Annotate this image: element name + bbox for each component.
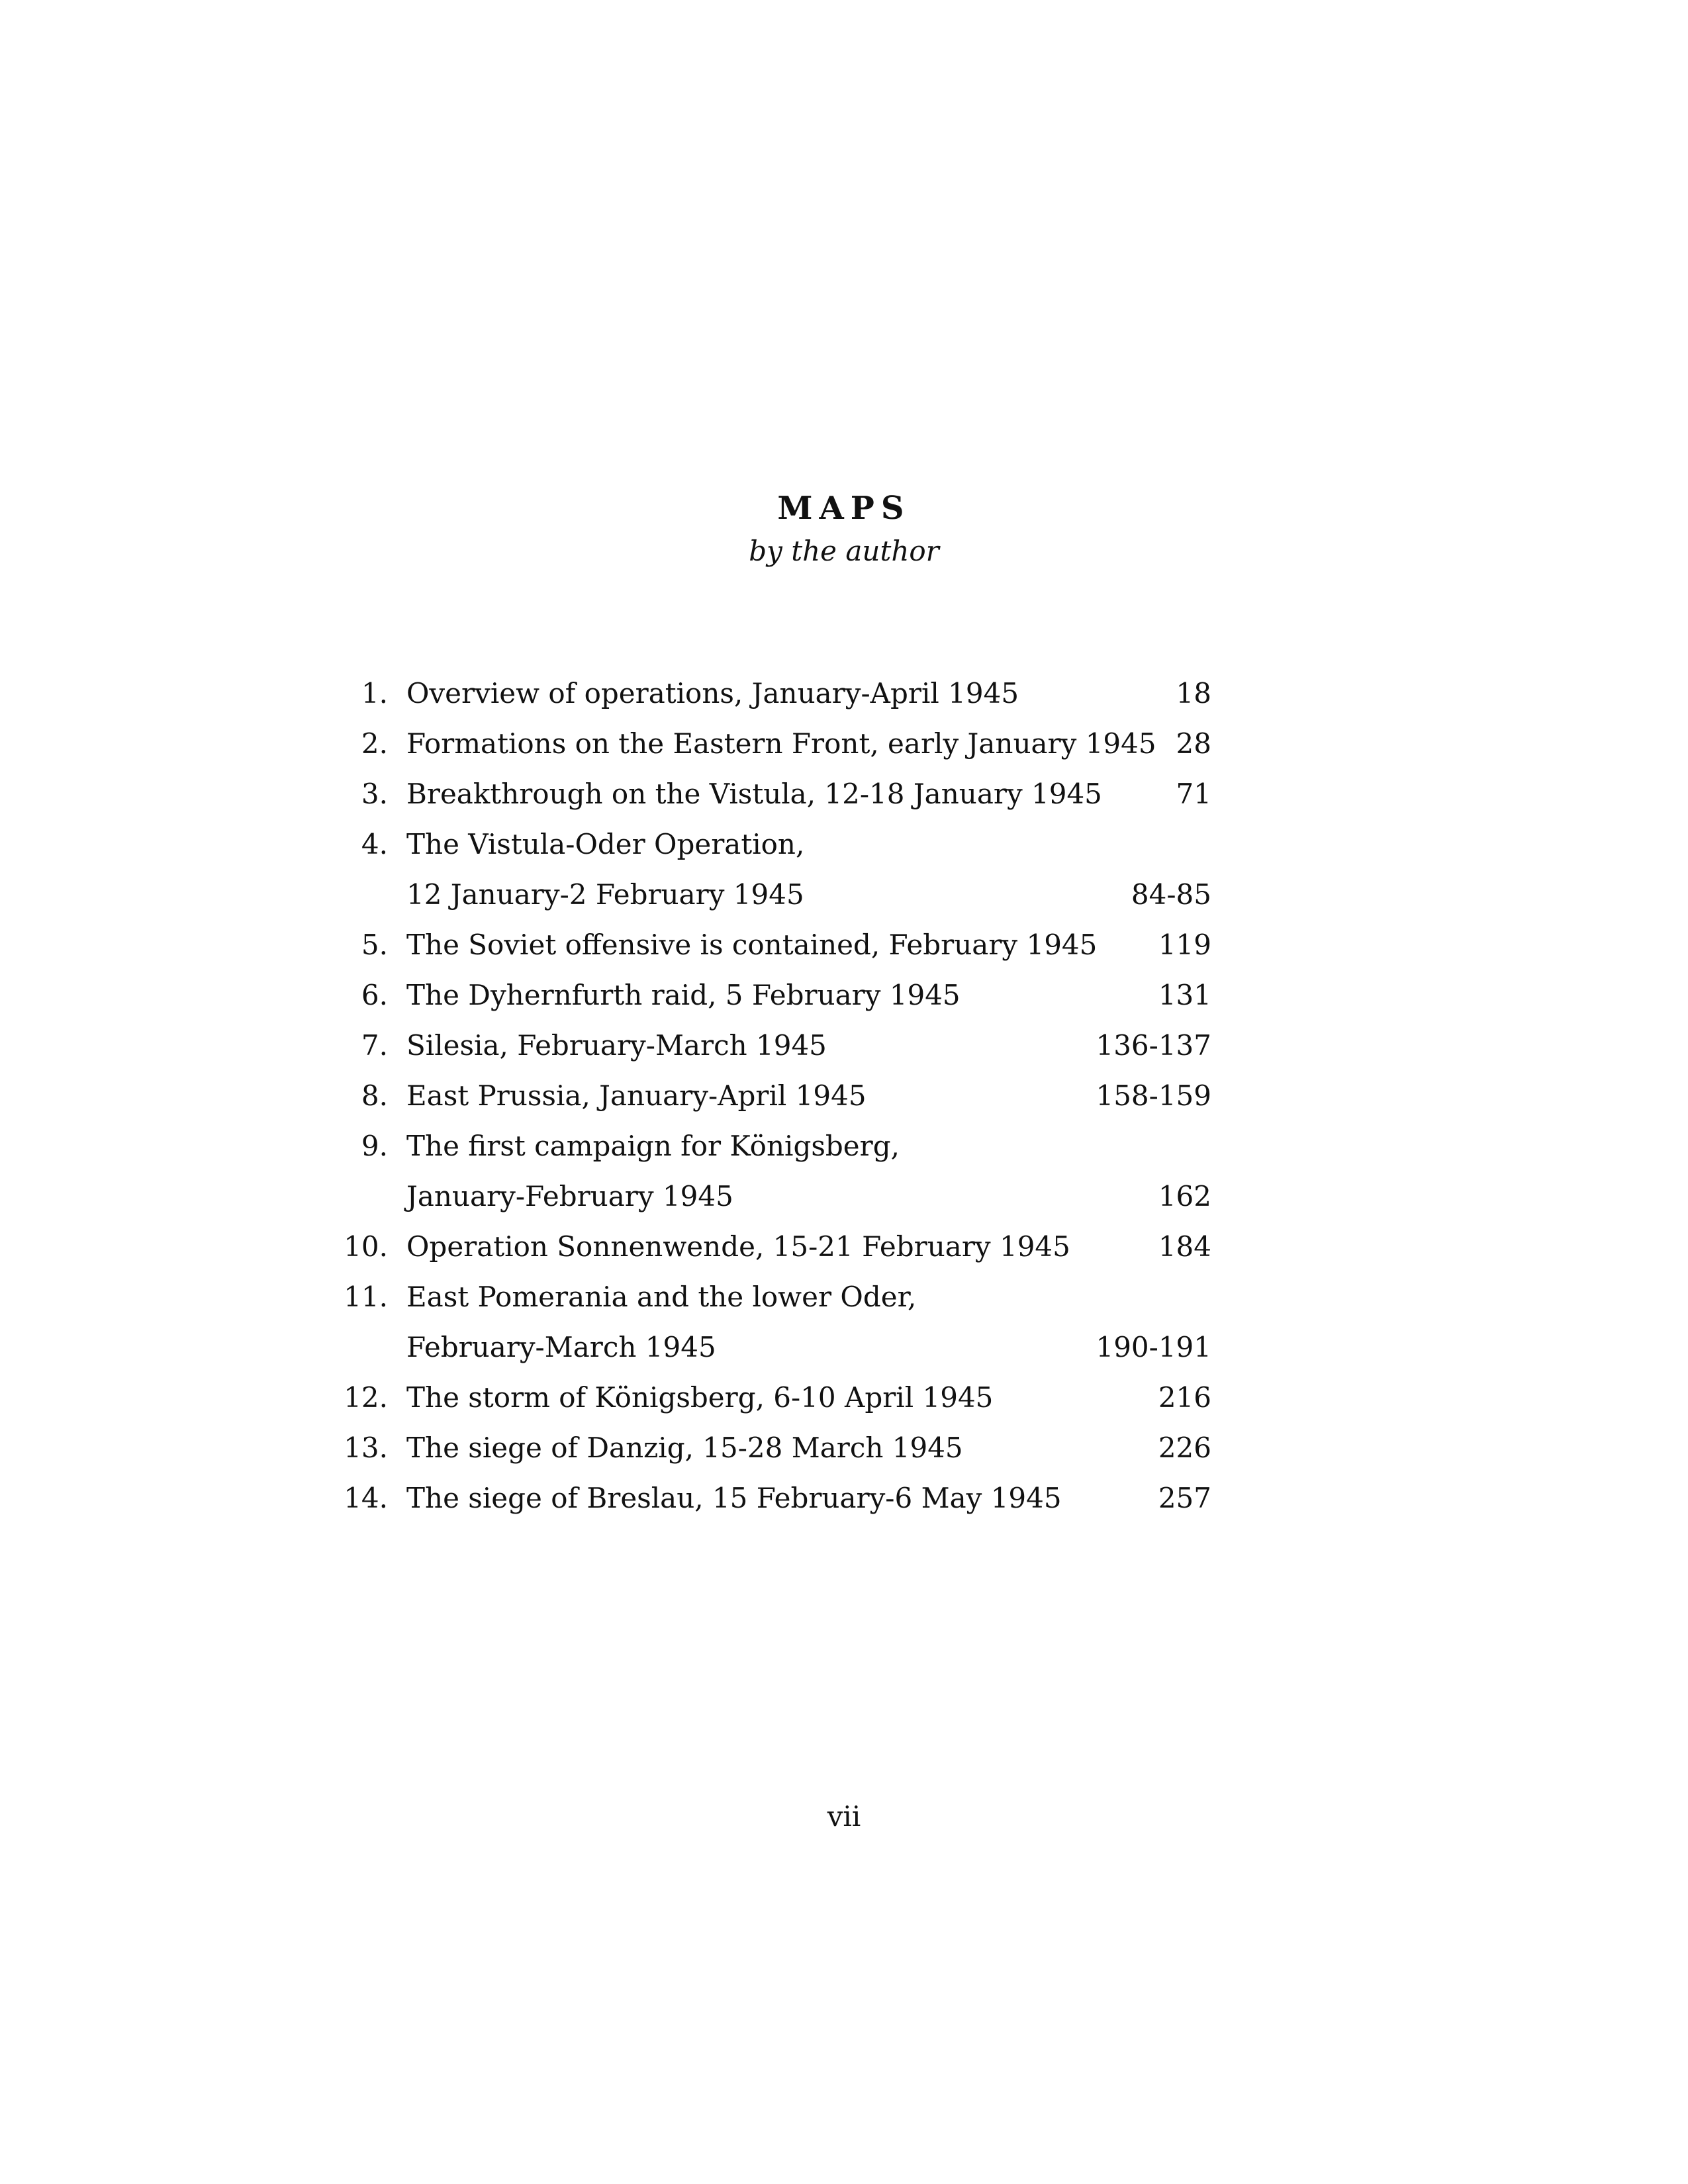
entry-page: 158-159 — [1096, 1079, 1211, 1112]
entry-number: 4. — [361, 828, 388, 860]
entry-number: 9. — [361, 1130, 388, 1162]
entry-page: 18 — [1176, 677, 1211, 709]
list-item — [338, 1121, 1211, 1222]
entry-page: 162 — [1158, 1180, 1211, 1212]
entry-title: East Pomerania and the lower Oder, — [406, 1281, 917, 1313]
entry-title: Overview of operations, January-April 1945 — [406, 677, 1019, 709]
maps-list — [338, 668, 1211, 1524]
list-item — [338, 920, 1211, 970]
entry-title: The first campaign for Königsberg, — [406, 1130, 900, 1162]
entry-number: 10. — [344, 1230, 388, 1263]
entry-number: 3. — [361, 778, 388, 810]
entry-title-continued: 12 January-2 February 1945 — [406, 878, 804, 911]
entry-title: The Dyhernfurth raid, 5 February 1945 — [406, 979, 961, 1011]
list-item — [338, 1021, 1211, 1071]
entry-number: 8. — [361, 1079, 388, 1112]
entry-number: 6. — [361, 979, 388, 1011]
list-item — [338, 668, 1211, 719]
entry-number: 1. — [361, 677, 388, 709]
entry-number: 12. — [344, 1381, 388, 1414]
entry-title-continued: January-February 1945 — [406, 1180, 733, 1212]
page-subtitle: by the author — [749, 535, 939, 567]
entry-title: The Vistula-Oder Operation, — [406, 828, 805, 860]
entry-title: The Soviet offensive is contained, February 1945 — [406, 929, 1098, 961]
entry-page: 226 — [1158, 1432, 1211, 1464]
entry-title: Formations on the Eastern Front, early January 1945 — [406, 727, 1156, 760]
entry-title: East Prussia, January-April 1945 — [406, 1079, 867, 1112]
entry-page: 119 — [1158, 929, 1211, 961]
entry-number: 7. — [361, 1029, 388, 1062]
list-item — [338, 970, 1211, 1021]
entry-title: The storm of Königsberg, 6-10 April 1945 — [406, 1381, 994, 1414]
entry-number: 2. — [361, 727, 388, 760]
list-item — [338, 1473, 1211, 1524]
entry-page: 184 — [1158, 1230, 1211, 1263]
entry-number: 5. — [361, 929, 388, 961]
list-item — [338, 1423, 1211, 1473]
list-item — [338, 1222, 1211, 1272]
entry-number: 14. — [344, 1482, 388, 1514]
list-item — [338, 1071, 1211, 1121]
entry-number: 11. — [344, 1281, 388, 1313]
entry-title: Silesia, February-March 1945 — [406, 1029, 827, 1062]
entry-title: The siege of Breslau, 15 February-6 May 1945 — [406, 1482, 1062, 1514]
entry-title: Breakthrough on the Vistula, 12-18 January 1945 — [406, 778, 1102, 810]
entry-page: 28 — [1176, 727, 1211, 760]
entry-page: 257 — [1158, 1482, 1211, 1514]
entry-title: The siege of Danzig, 15-28 March 1945 — [406, 1432, 963, 1464]
entry-page: 136-137 — [1096, 1029, 1211, 1062]
entry-title-continued: February-March 1945 — [406, 1331, 716, 1363]
list-item — [338, 819, 1211, 920]
entry-page: 190-191 — [1096, 1331, 1211, 1363]
entry-number: 13. — [344, 1432, 388, 1464]
entry-page: 131 — [1158, 979, 1211, 1011]
list-item — [338, 769, 1211, 819]
entry-page: 71 — [1176, 778, 1211, 810]
list-item — [338, 1373, 1211, 1423]
entry-title: Operation Sonnenwende, 15-21 February 1945 — [406, 1230, 1070, 1263]
list-item — [338, 1272, 1211, 1373]
page-title: MAPS — [777, 490, 911, 527]
list-item — [338, 719, 1211, 769]
entry-page: 84-85 — [1131, 878, 1211, 911]
entry-page: 216 — [1158, 1381, 1211, 1414]
page-number: vii — [827, 1800, 861, 1833]
